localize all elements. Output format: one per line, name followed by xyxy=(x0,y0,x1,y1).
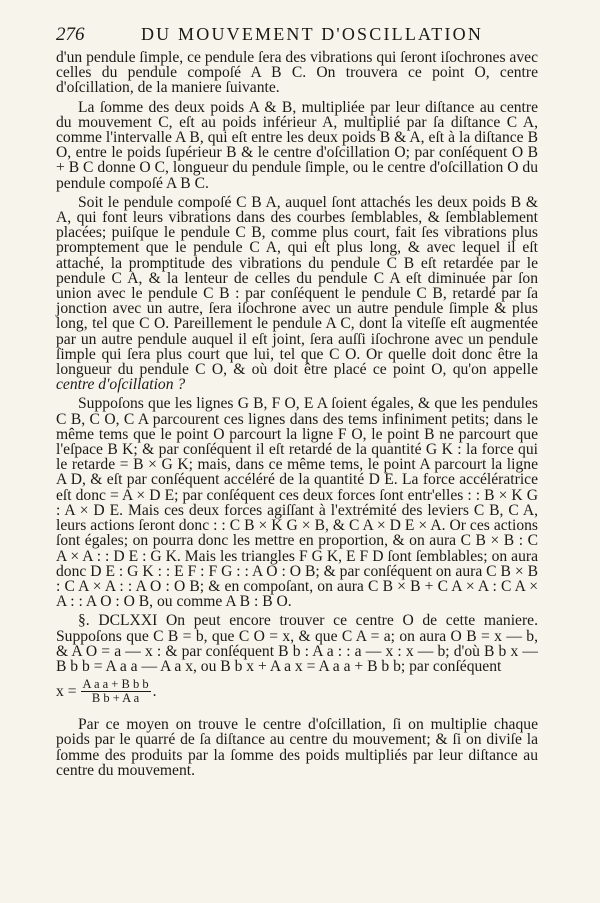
formula-lhs: x = xyxy=(56,683,77,701)
paragraph-3 xyxy=(56,195,538,393)
paragraph-4: Suppoſons que les lignes G B, F O, E A ſoient égales, & que les pendules C B, C O, C A parcourent ces lignes dans des tems infiniment petits; dans le même tems que le point O parcourt la ligne F O, le point B ne parcourt que l'eſpace B K; & par conſéquent il eſt retardé de la quantité G K : la force qui le retarde = B × G K; mais, dans ce même tems, le point A parcourt la ligne A D, & eſt par conſéquent accéléré de la quantité D E. La force accélératrice eſt donc = A × D E; par conſéquent ces deux forces ſont entr'elles : : B × K G : A × D E. Mais ces deux forces agiſſant à l'extrémité des leviers C B, C A, leurs actions ſeront donc : : C B × K G × B, & C A × D E × A. Or ces actions ſont égales; on pourra donc les mettre en proportion, & on aura C B × B : C A × A : : D E : G K. Mais les triangles F G K, E F D ſont ſemblables; on aura donc D E : G K : : E F : F G : : A O : O B; & par conſéquent on aura C B × B : C A × A : : A O : O B; & en compoſant, on aura C B × B + C A × A : C A × A : : A O : O B, ou comme A B : B O. xyxy=(56,395,538,611)
formula-end: . xyxy=(152,683,157,701)
paragraph-3-emphasis: centre d'oſcillation ? xyxy=(56,376,186,394)
formula xyxy=(56,678,538,705)
paragraph-2: La ſomme des deux poids A & B, multipliée par leur diſtance au centre du mouvement C, eſt au poids inférieur A, multiplié par ſa diſtance C A, comme l'intervalle A B, qui eſt entre les deux poids B & A, eſt à la diſtance B O, entre le poids ſupérieur B & le centre d'oſcillation O; par conſéquent O B + B C donne O C, longueur du pendule ſimple, ou le centre d'oſcillation O du pendule compoſé A B C. xyxy=(56,98,538,192)
formula-denominator: B b + A a xyxy=(91,691,140,706)
paragraph-3-text: Soit le pendule compoſé C B A, auquel ſont attachés les deux poids B & A, qui font leurs vibrations dans des courbes ſemblables, & ſemblablement placées; puiſque le pendule C B, comme plus court, fait ſes vibrations plus promptement que le pendule C A, qui eſt plus long, & avec lequel il eſt attaché, la promptitude des vibrations du pendule C B eſt retardée par le pendule C A, & la lenteur de celles du pendule C A eſt diminuée par ſon union avec le pendule C B : par conſéquent le pendule C B, retardé par ſa jonction avec un autre, ſera iſochrone avec un autre pendule ſimple & plus long, tel que C O. Pareillement le pendule A C, dont la viteſſe eſt augmentée par un autre pendule auquel il eſt joint, ſera auſſi iſochrone avec un pendule ſimple qui ſera plus court que lui, tel que C O. Or quelle doit donc être la longueur du pendule C O, & où doit être placé ce point O, qu'on appelle xyxy=(56,193,538,379)
page-number: 276 xyxy=(56,24,85,45)
running-title: DU MOUVEMENT D'OSCILLATION xyxy=(140,24,484,44)
body-text xyxy=(56,50,538,778)
formula-numerator: A a a + B b b xyxy=(82,677,149,692)
running-head xyxy=(56,24,538,46)
paragraph-1: d'un pendule ſimple, ce pendule ſera des vibrations qui ſeront iſochrones avec celles du pendule compoſé A B C. On trouvera ce point O, centre d'oſcillation, de la maniere ſuivante. xyxy=(56,49,538,97)
paragraph-5: §. DCLXXI On peut encore trouver ce centre O de cette maniere. Suppoſons que C B = b, que C O = x, & que C A = a; on aura O B = x — b, & A O = a — x : & par conſéquent B b : A a : : a — x : x — b; d'où B b x — B b b = A a a — A a x, ou B b x + A a x = A a a + B b b; par conſéquent xyxy=(56,612,538,675)
formula-fraction xyxy=(81,678,151,705)
paragraph-6: Par ce moyen on trouve le centre d'oſcillation, ſi on multiplie chaque poids par le quarré de ſa diſtance au centre du mouvement; & ſi on diviſe la ſomme des produits par la ſomme des poids multipliés par leur diſtance au centre du mouvement. xyxy=(56,716,538,779)
